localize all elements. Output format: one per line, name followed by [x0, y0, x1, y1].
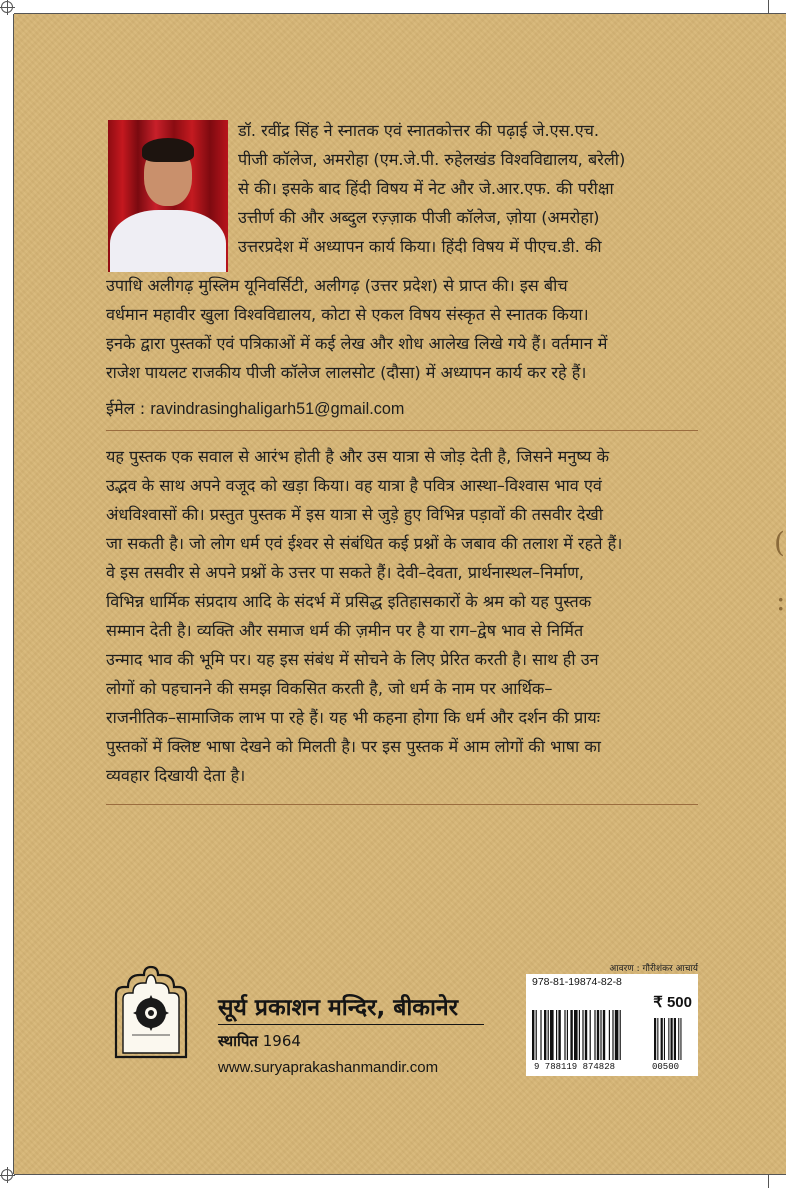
price: ₹ 500 — [653, 994, 692, 1011]
author-shirt — [110, 210, 226, 272]
cover-design-credit: आवरण : गौरीशंकर आचार्य — [609, 964, 698, 974]
blurb-line: विभिन्न धार्मिक संप्रदाय आदि के संदर्भ में प्रसिद्ध इतिहासकारों के श्रम को यह पुस्तक — [106, 592, 592, 611]
trim-mark-top-right — [768, 0, 769, 13]
blurb-line: राजनीतिक–सामाजिक लाभ पा रहे हैं। यह भी कहना होगा कि धर्म और दर्शन की प्रायः — [106, 708, 601, 727]
publisher-established — [218, 1031, 301, 1051]
established-year: 1964 — [262, 1032, 301, 1050]
publisher-underline — [218, 1024, 484, 1025]
registration-mark-bottom-left — [1, 1169, 13, 1181]
publisher-logo — [110, 965, 192, 1061]
blurb-line: जा सकती है। जो लोग धर्म एवं ईश्वर से संबंधित कई प्रश्नों के जबाव की तलाश में रहते हैं। — [106, 534, 623, 553]
blurb-line: उन्माद भाव की भूमि पर। यह इस संबंध में सोचने के लिए प्रेरित करती है। साथ ही उन — [106, 650, 599, 669]
blurb-line: पुस्तकों में क्लिष्ट भाषा देखने को मिलती है। पर इस पुस्तक में आम लोगों की भाषा का — [106, 737, 601, 756]
registration-mark-top-left — [1, 1, 13, 13]
blurb-line: यह पुस्तक एक सवाल से आरंभ होती है और उस यात्रा से जोड़ देती है, जिसने मनुष्य के — [106, 447, 610, 466]
bio-line: राजेश पायलट राजकीय पीजी कॉलेज लालसोट (दौसा) में अध्यापन कार्य कर रहे हैं। — [106, 363, 587, 382]
spine-edge-glyph: : — [776, 584, 786, 617]
bio-line: से की। इसके बाद हिंदी विषय में नेट और जे.आर.एफ. की परीक्षा — [238, 179, 614, 198]
bio-line: इनके द्वारा पुस्तकों एवं पत्रिकाओं में कई लेख और शोध आलेख लिखे गये हैं। वर्तमान में — [106, 334, 608, 353]
isbn-number: 978-81-19874-82-8 — [532, 976, 622, 988]
barcode-bars — [532, 1010, 692, 1062]
book-back-cover — [14, 14, 786, 1174]
publisher-name: सूर्य प्रकाशन मन्दिर, बीकानेर — [218, 995, 459, 1021]
author-hair — [142, 138, 194, 162]
author-photo — [108, 120, 228, 272]
barcode-addon-digits: 00500 — [652, 1062, 680, 1072]
barcode-digits: 9 788119 874828 — [534, 1062, 616, 1072]
bio-line: पीजी कॉलेज, अमरोहा (एम.जे.पी. रुहेलखंड विश्वविद्यालय, बरेली) — [238, 150, 626, 169]
blurb-line: अंधविश्वासों की। प्रस्तुत पुस्तक में इस यात्रा से जुड़े हुए विभिन्न पड़ावों की तसवीर देखी — [106, 505, 603, 524]
established-label: स्थापित — [218, 1032, 258, 1050]
author-email — [106, 398, 404, 420]
bio-line: उपाधि अलीगढ़ मुस्लिम यूनिवर्सिटी, अलीगढ़ (उत्तर प्रदेश) से प्राप्त की। इस बीच — [106, 276, 568, 295]
bio-line: डॉ. रवींद्र सिंह ने स्नातक एवं स्नातकोत्तर की पढ़ाई जे.एस.एच. — [238, 121, 600, 140]
blurb-line: वे इस तसवीर से अपने प्रश्नों के उत्तर पा सकते हैं। देवी–देवता, प्रार्थनास्थल–निर्माण, — [106, 563, 585, 582]
trim-line-bottom — [14, 1174, 786, 1175]
email-address: ravindrasinghaligarh51@gmail.com — [150, 400, 405, 418]
blurb-line: व्यवहार दिखायी देता है। — [106, 766, 246, 785]
blurb-line: लोगों को पहचानने की समझ विकसित करती है, जो धर्म के नाम पर आर्थिक– — [106, 679, 553, 698]
spine-edge-glyph: ( — [774, 526, 785, 559]
blurb-line: सम्मान देती है। व्यक्ति और समाज धर्म की ज़मीन पर है या राग–द्वेष भाव से निर्मित — [106, 621, 584, 640]
blurb-line: उद्भव के साथ अपने वजूद को खड़ा किया। वह यात्रा है पवित्र आस्था–विश्वास भाव एवं — [106, 476, 602, 495]
isbn-barcode — [526, 974, 698, 1076]
bio-line: वर्धमान महावीर खुला विश्वविद्यालय, कोटा से एकल विषय संस्कृत से स्नातक किया। — [106, 305, 589, 324]
divider-top — [106, 430, 698, 431]
trim-mark-bottom-right — [768, 1175, 769, 1188]
publisher-website: www.suryaprakashanmandir.com — [218, 1059, 439, 1076]
bio-line: उत्तीर्ण की और अब्दुल रज़्ज़ाक पीजी कॉलेज, ज़ोया (अमरोहा) — [238, 208, 600, 227]
divider-bottom — [106, 804, 698, 805]
email-label: ईमेल : — [106, 399, 146, 418]
bio-line: उत्तरप्रदेश में अध्यापन कार्य किया। हिंदी विषय में पीएच.डी. की — [238, 237, 602, 256]
